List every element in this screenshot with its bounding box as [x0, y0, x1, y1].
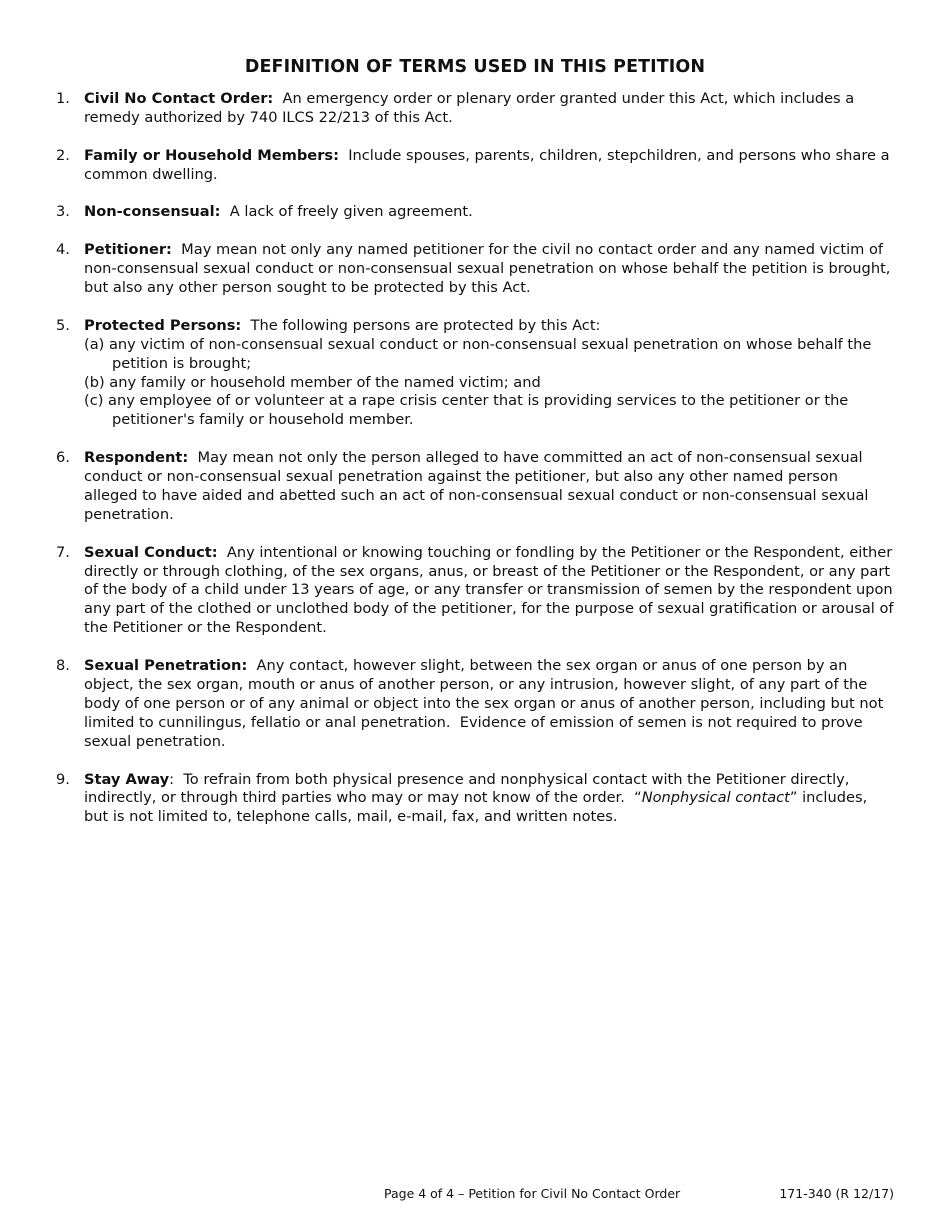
definition-text: Include spouses, parents, children, stepchildren, and persons who share a common dwelling.: [84, 146, 895, 183]
definition-number: 6.: [56, 449, 70, 467]
definition-text: The following persons are protected by this Act:: [241, 316, 601, 334]
page-title: DEFINITION OF TERMS USED IN THIS PETITION: [244, 57, 706, 77]
definition-number: 9.: [56, 770, 70, 788]
definition-number: 5.: [56, 316, 70, 334]
definition-term: Sexual Penetration:: [84, 657, 248, 675]
definition-text: May mean not only the person alleged to have committed an act of non-consensual sexual conduct or non-consensual sexual penetration against the petitioner, but also any other named person alleged to have aided and abetted such an act of non-consensual sexual conduct or non-consensual sexual penetration.: [84, 449, 874, 523]
definition-term: Family or Household Members:: [84, 146, 339, 164]
definition-term: Civil No Contact Order:: [84, 90, 274, 107]
definition-term: Sexual Conduct:: [84, 543, 218, 561]
definition-item-petitioner: [56, 241, 896, 298]
definition-term: Protected Persons:: [84, 316, 242, 334]
definition-text: ” includes, but is not limited to, telephone calls, mail, e-mail, fax, and written notes.: [84, 789, 868, 826]
definition-number: 7.: [56, 543, 70, 561]
definition-number: 2.: [56, 146, 70, 164]
sublist-item-a: (a) any victim of non-consensual sexual conduct or non-consensual sexual penetration on whose behalf the petition is brought;: [84, 335, 872, 372]
definition-item-protected-persons: [56, 317, 896, 430]
definition-item-sexual-conduct: [56, 543, 899, 639]
definition-term: Petitioner:: [84, 241, 172, 259]
definition-number: 1.: [56, 90, 70, 107]
definition-term: Stay Away: [84, 770, 170, 788]
sublist-item-b: (b) any family or household member of the named victim; and: [84, 373, 541, 391]
definition-text: May mean not only any named petitioner for the civil no contact order and any named victim of non-consensual sexual conduct or non-consensual sexual penetration on whose behalf the petition is brought, but also any other person sought to be protected by this Act.: [84, 241, 896, 297]
definition-term: Non-consensual:: [84, 203, 221, 221]
definition-item-non-consensual: [56, 203, 896, 222]
definition-number: 3.: [56, 203, 70, 221]
definition-item-stay-away: [56, 771, 896, 828]
definition-text: A lack of freely given agreement.: [220, 203, 473, 221]
definition-text: : To refrain from both physical presence and nonphysical contact with the Petitioner directly, indirectly, or through third parties who may or may not know of the order. “: [84, 770, 855, 807]
definition-term: Respondent:: [84, 449, 189, 467]
definition-text: Any contact, however slight, between the sex organ or anus of one person by an object, the sex organ, mouth or anus of another person, or any intrusion, however slight, of any part of the body of one person or of any animal or object into the sex organ or anus of another person, including but not limited to cunnilingus, fellatio or anal penetration. Evidence of emission of semen is not required to prove sexual penetration.: [84, 657, 888, 750]
footer-form-number: 171-340 (R 12/17): [779, 1186, 894, 1201]
definition-text: Any intentional or knowing touching or fondling by the Petitioner or the Respondent, either directly or through clothing, of the sex organs, anus, or breast of the Petitioner or the Respondent, or any part of the body of a child under 13 years of age, or any transfer or transmission of semen by the respondent upon any part of the clothed or unclothed body of the petitioner, for the purpose of sexual gratification or arousal of the Petitioner or the Respondent.: [84, 543, 899, 637]
definition-item-sexual-penetration: [56, 657, 896, 752]
definition-item-respondent: [56, 449, 896, 525]
definition-item-civil-no-contact-order: [56, 90, 896, 128]
definition-number: 4.: [56, 241, 70, 259]
definition-item-family-household-members: [56, 147, 896, 185]
definition-text-italic: Nonphysical contact: [641, 789, 790, 807]
definition-number: 8.: [56, 657, 70, 675]
definitions-list: [56, 90, 899, 846]
protected-persons-sublist: [84, 336, 896, 431]
definition-text: An emergency order or plenary order granted under this Act, which includes a remedy authorized by 740 ILCS 22/213 of this Act.: [84, 90, 859, 126]
footer-page-info: Page 4 of 4 – Petition for Civil No Contact Order: [384, 1186, 681, 1201]
sublist-item-c: (c) any employee of or volunteer at a rape crisis center that is providing services to the petitioner or the petitioner's family or household member.: [84, 392, 849, 429]
